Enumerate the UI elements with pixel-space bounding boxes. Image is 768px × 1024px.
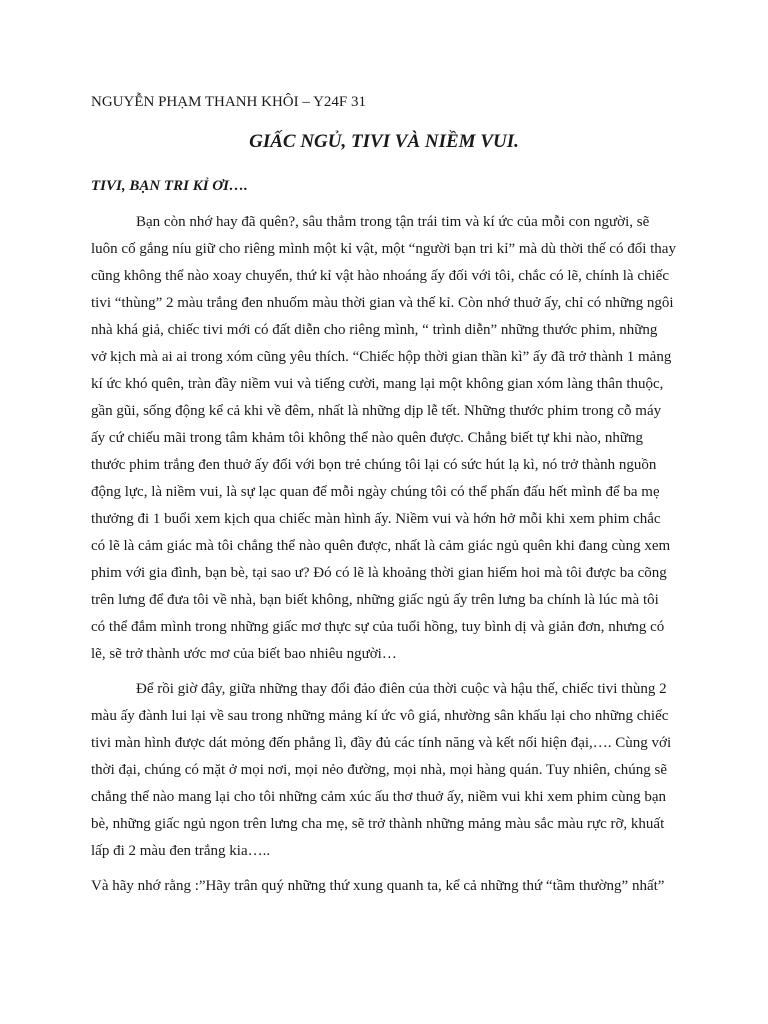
- paragraph-line: màu ấy đành lui lại về sau trong những mảng kí ức vô giá, nhường sân khấu lại cho những chiếc: [91, 708, 669, 724]
- author-line: NGUYỄN PHẠM THANH KHÔI – Y24F 31: [91, 94, 367, 110]
- paragraph-line: lẽ, sẽ trở thành ước mơ của biết bao nhiêu người…: [91, 646, 397, 662]
- paragraph-line: chẳng thể nào mang lại cho tôi những cảm xúc ấu thơ thuở ấy, niềm vui khi xem phim cùng bạn: [91, 789, 666, 805]
- paragraph-line: cũng không thể nào xoay chuyển, thứ kỉ vật hào nhoáng ấy đối với tôi, chắc có lẽ, chính là chiếc: [91, 268, 669, 284]
- paragraph-line: vở kịch mà ai ai trong xóm cũng yêu thích. “Chiếc hộp thời gian thần kì” ấy đã trở thành 1 mảng: [91, 349, 672, 365]
- paragraph-2: [91, 676, 691, 865]
- paragraph-line: gần gũi, sống động kể cả khi về đêm, nhất là những dịp lễ tết. Những thước phim trong cỗ máy: [91, 403, 662, 419]
- paragraph-line: thước phim trắng đen thuở ấy đối với bọn trẻ chúng tôi lại có sức hút lạ kì, nó trở thành nguồn: [91, 457, 657, 473]
- paragraph-3: [91, 873, 691, 900]
- paragraph-line: ấy cứ chiếu mãi trong tâm khảm tôi không thể nào quên được. Chẳng biết tự khi nào, những: [91, 430, 644, 446]
- paragraph-line: thưởng đi 1 buổi xem kịch qua chiếc màn hình ấy. Niềm vui và hớn hở mỗi khi xem phim chắc: [91, 511, 661, 527]
- section-heading: TIVI, BẠN TRI KỈ ƠI….: [91, 178, 248, 194]
- paragraph-line: nhà khá giả, chiếc tivi mới có đất diễn cho riêng mình, “ trình diễn” những thước phim, những: [91, 322, 658, 338]
- paragraph-line: có thể đắm mình trong những giấc mơ thực sự của tuổi hồng, tuy bình dị và giản đơn, nhưng có: [91, 619, 665, 635]
- paragraph-line: phim với gia đình, bạn bè, tại sao ư? Đó có lẽ là khoảng thời gian hiếm hoi mà tôi được ba cõng: [91, 565, 667, 581]
- paragraph-line: Bạn còn nhớ hay đã quên?, sâu thẳm trong tận trái tim và kí ức của mỗi con người, sẽ: [136, 214, 650, 230]
- paragraph-line: tivi màn hình được dát mỏng đến phẳng lì, đầy đủ các tính năng và kết nối hiện đại,…. Cùng với: [91, 735, 672, 751]
- essay-title: GIẤC NGỦ, TIVI VÀ NIỀM VUI.: [249, 131, 519, 152]
- paragraph-line: bè, những giấc ngủ ngon trên lưng cha mẹ, sẽ trở thành những mảng màu sắc màu rực rỡ, khuất: [91, 816, 665, 832]
- paragraph-line: lấp đi 2 màu đen trắng kia…..: [91, 843, 271, 859]
- paragraph-1: [91, 209, 691, 668]
- paragraph-line: Để rồi giờ đây, giữa những thay đổi đảo điên của thời cuộc và hậu thế, chiếc tivi thùng 2: [136, 681, 667, 697]
- paragraph-line: động lực, là niềm vui, là sự lạc quan để mỗi ngày chúng tôi có thể phấn đấu hết mình để ba mẹ: [91, 484, 660, 500]
- paragraph-line: thời đại, chúng có mặt ở mọi nơi, mọi nẻo đường, mọi nhà, mọi hàng quán. Tuy nhiên, chúng sẽ: [91, 762, 668, 778]
- paragraph-line: kí ức khó quên, tràn đầy niềm vui và tiếng cười, mang lại một không gian xóm làng thân thuộc,: [91, 376, 664, 392]
- paragraph-line: trên lưng để đưa tôi về nhà, bạn biết không, những giấc ngủ ấy trên lưng ba chính là lúc mà tôi: [91, 592, 659, 608]
- paragraph-line: có lẽ là cảm giác mà tôi chẳng thể nào quên được, nhất là cảm giác ngủ quên khi đang cùng xem: [91, 538, 671, 554]
- paragraph-line: tivi “thùng” 2 màu trắng đen nhuốm màu thời gian và thế kỉ. Còn nhớ thuở ấy, chỉ có những ngôi: [91, 295, 674, 311]
- paragraph-line: Và hãy nhớ rằng :”Hãy trân quý những thứ xung quanh ta, kể cả những thứ “tầm thường” nhất”: [91, 878, 665, 894]
- paragraph-line: luôn cố gắng níu giữ cho riêng mình một kỉ vật, một “người bạn tri kỉ” mà dù thời thế có đổi thay: [91, 241, 676, 257]
